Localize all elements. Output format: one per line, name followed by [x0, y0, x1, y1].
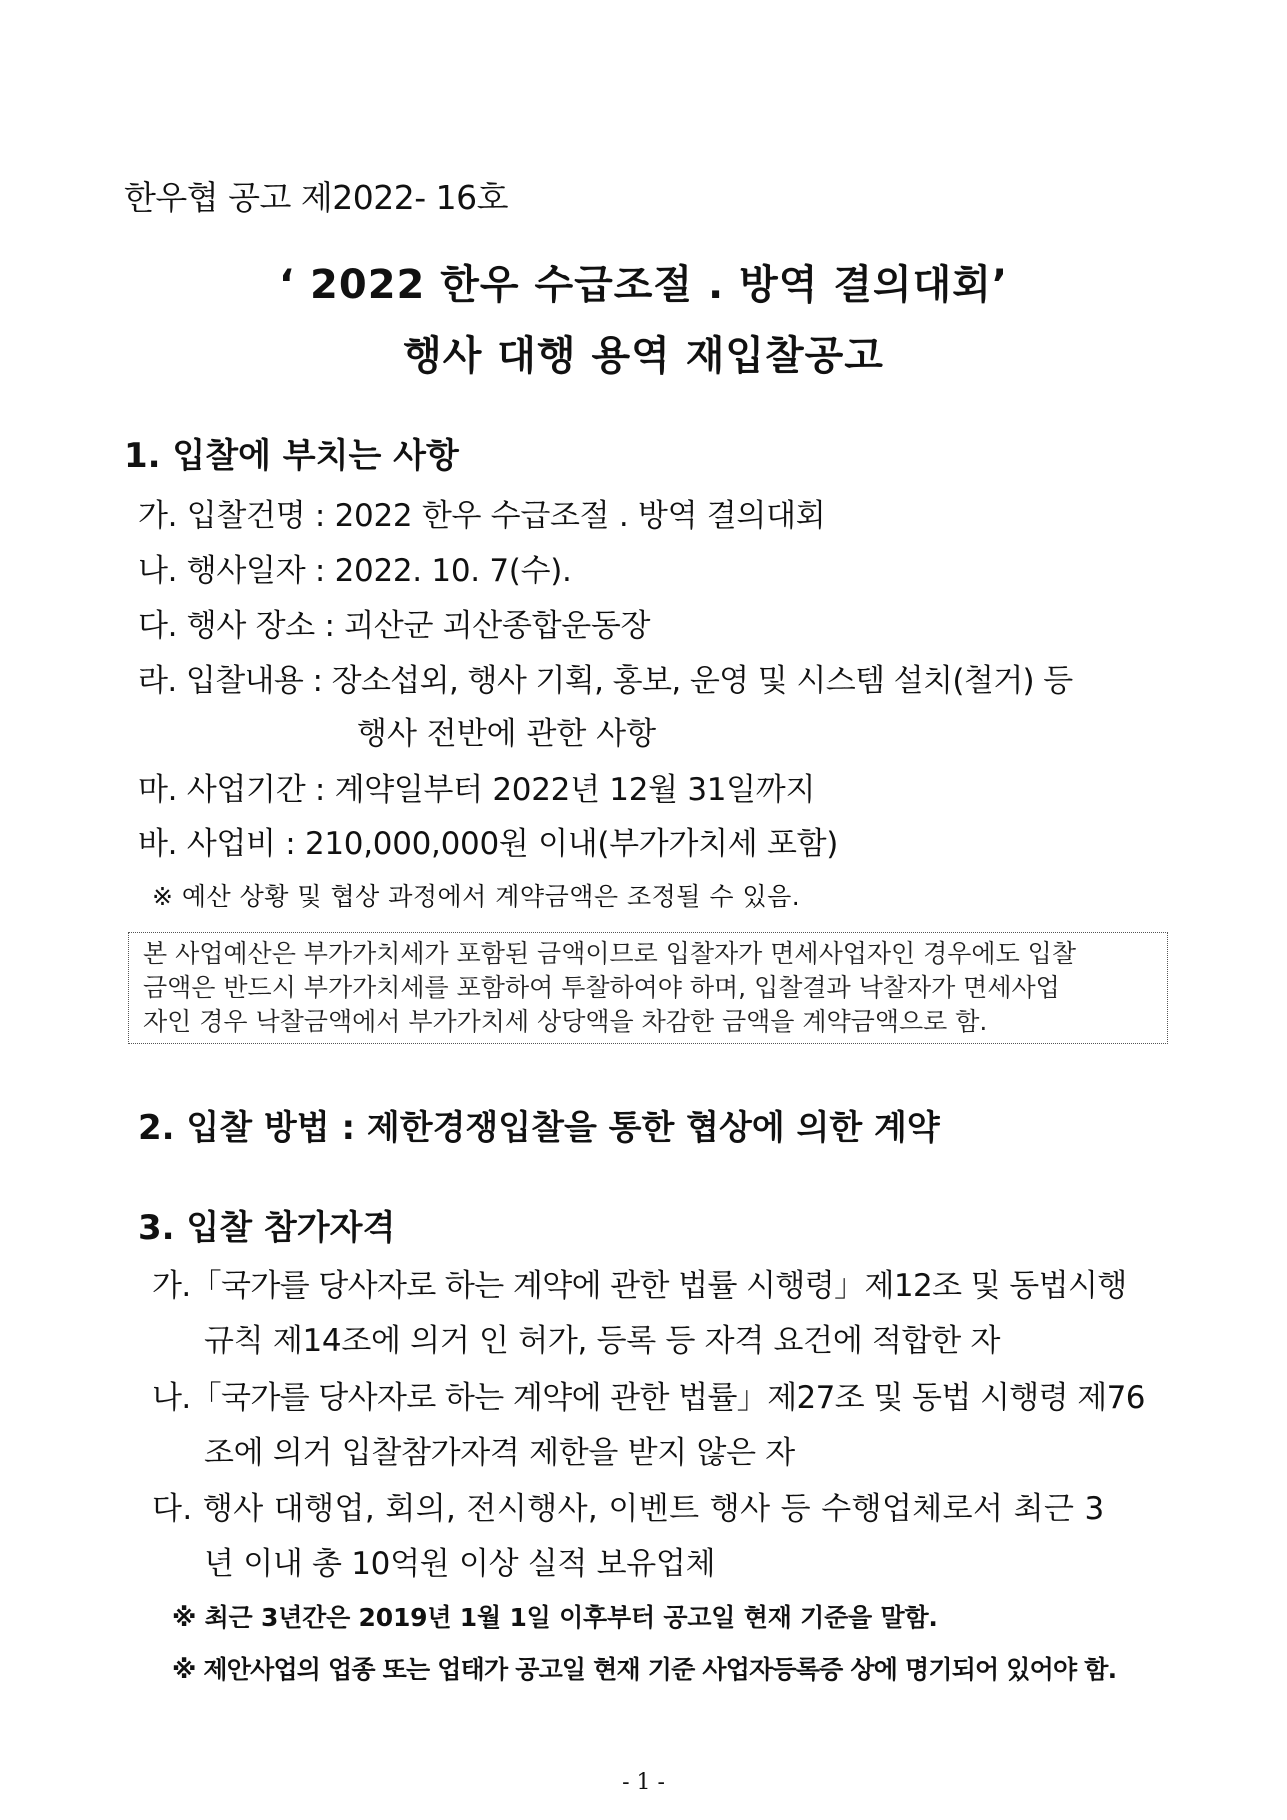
page-number: - 1 - — [622, 1770, 665, 1795]
item-label: 나. 행사일자 : — [138, 553, 335, 589]
item-text: 2022. 10. 7(수). — [334, 553, 572, 589]
item-text: 괴산군 괴산종합운동장 — [344, 608, 651, 644]
item-label: 바. 사업비 : — [138, 826, 305, 862]
section-1-item-c — [138, 600, 650, 645]
section-3-item-c-line-2: 년 이내 총 10억원 이상 실적 보유업체 — [204, 1546, 716, 1582]
section-1-item-d-continuation: 행사 전반에 관한 사항 — [357, 716, 657, 752]
section-3-note-2: ※ 제안사업의 업종 또는 업태가 공고일 현재 기준 사업자등록증 상에 명기되어 있어야 함. — [172, 1655, 1117, 1684]
section-3-item-b-line-2: 조에 의거 입찰참가자격 제한을 받지 않은 자 — [204, 1435, 795, 1471]
section-3-note-1: ※ 최근 3년간은 2019년 1월 1일 이후부터 공고일 현재 기준을 말함. — [172, 1603, 938, 1632]
item-text: 계약일부터 2022년 12월 31일까지 — [334, 772, 816, 808]
section-1-heading: 1. 입찰에 부치는 사항 — [124, 436, 459, 476]
section-3-item-c-line-1: 다. 행사 대행업, 회의, 전시행사, 이벤트 행사 등 수행업체로서 최근 3 — [152, 1491, 1105, 1527]
section-1-item-a — [138, 490, 825, 535]
vat-notice-line: 자인 경우 낙찰금액에서 부가가치세 상당액을 차감한 금액을 계약금액으로 함. — [143, 1007, 988, 1036]
section-3-item-b-line-1: 나.「국가를 당사자로 하는 계약에 관한 법률」제27조 및 동법 시행령 제76 — [152, 1380, 1145, 1416]
vat-notice-line: 금액은 반드시 부가가치세를 포함하여 투찰하여야 하며, 입찰결과 낙찰자가 면세사업 — [143, 973, 1060, 1002]
item-label: 라. 입찰내용 : — [138, 663, 332, 699]
item-text: 210,000,000원 이내(부가가치세 포함) — [304, 826, 839, 862]
item-text: 장소섭외, 행사 기획, 홍보, 운영 및 시스템 설치(철거) 등 — [331, 663, 1073, 699]
item-label: 다. 행사 장소 : — [138, 608, 345, 644]
section-1-item-f — [138, 818, 838, 863]
section-2-heading: 2. 입찰 방법 : 제한경쟁입찰을 통한 협상에 의한 계약 — [138, 1108, 940, 1148]
section-3-item-a-line-1: 가.「국가를 당사자로 하는 계약에 관한 법률 시행령」제12조 및 동법시행 — [152, 1268, 1127, 1304]
section-3-heading: 3. 입찰 참가자격 — [138, 1208, 396, 1248]
vat-notice-line: 본 사업예산은 부가가치세가 포함된 금액이므로 입찰자가 면세사업자인 경우에도 입찰 — [143, 939, 1076, 968]
section-1-item-e — [138, 764, 815, 809]
item-label: 마. 사업기간 : — [138, 772, 335, 808]
item-text: 2022 한우 수급조절 . 방역 결의대회 — [334, 498, 826, 534]
title-line-1: ‘ 2022 한우 수급조절 . 방역 결의대회’ — [278, 262, 1009, 308]
notice-number: 한우협 공고 제2022- 16호 — [124, 178, 508, 217]
section-1-item-d — [138, 655, 1073, 700]
budget-note: ※ 예산 상황 및 협상 과정에서 계약금액은 조정될 수 있음. — [152, 882, 801, 911]
section-1-item-b — [138, 545, 572, 590]
vat-notice-box — [128, 932, 1168, 1044]
section-3-item-a-line-2: 규칙 제14조에 의거 인 허가, 등록 등 자격 요건에 적합한 자 — [204, 1323, 1001, 1359]
title-line-2: 행사 대행 용역 재입찰공고 — [403, 333, 884, 379]
item-label: 가. 입찰건명 : — [138, 498, 335, 534]
